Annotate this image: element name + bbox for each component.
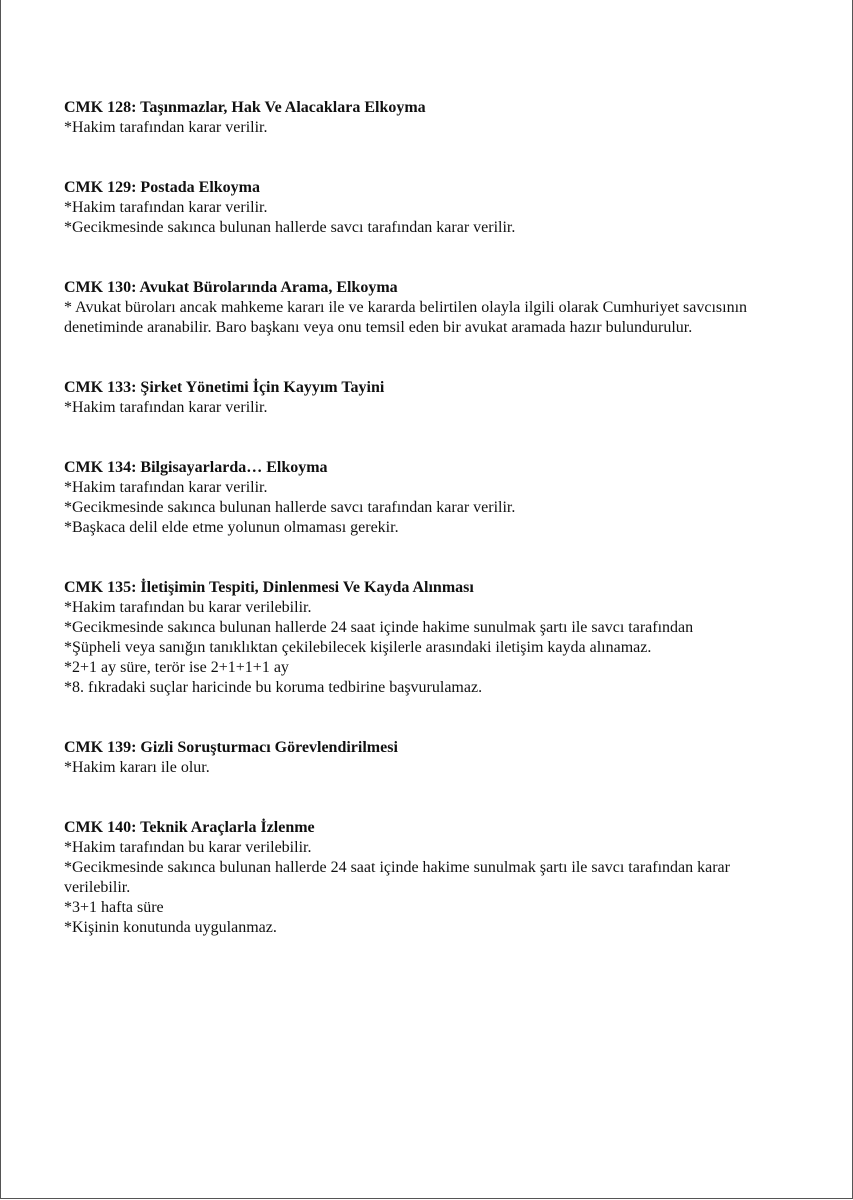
section-title: CMK 128: Taşınmazlar, Hak Ve Alacaklara Elkoyma (64, 99, 426, 116)
document-content (64, 98, 784, 978)
section-line: *8. fıkradaki suçlar haricinde bu koruma tedbirine başvurulamaz. (64, 679, 483, 696)
section-line: * Avukat büroları ancak mahkeme kararı ile ve kararda belirtilen olayla ilgili olarak Cumhuriyet savcısının denetiminde aranabilir. Baro başkanı veya onu temsil eden bir avukat aramada hazır bulundurulur. (64, 299, 748, 336)
section-cmk-133 (64, 378, 784, 418)
section-line: *2+1 ay süre, terör ise 2+1+1+1 ay (64, 659, 289, 676)
section-line: *Hakim tarafından bu karar verilebilir. (64, 599, 312, 616)
section-title: CMK 140: Teknik Araçlarla İzlenme (64, 819, 315, 836)
section-cmk-130 (64, 278, 784, 338)
section-line: *Hakim tarafından karar verilir. (64, 479, 268, 496)
section-line: *Hakim tarafından karar verilir. (64, 399, 268, 416)
section-title: CMK 129: Postada Elkoyma (64, 179, 260, 196)
section-line: *Hakim tarafından karar verilir. (64, 119, 268, 136)
section-cmk-134 (64, 458, 784, 538)
section-cmk-129 (64, 178, 784, 238)
section-cmk-140 (64, 818, 784, 938)
section-line: *Başkaca delil elde etme yolunun olmaması gerekir. (64, 519, 399, 536)
section-title: CMK 133: Şirket Yönetimi İçin Kayyım Tayini (64, 379, 385, 396)
section-line: *Şüpheli veya sanığın tanıklıktan çekilebilecek kişilerle arasındaki iletişim kayda alınamaz. (64, 639, 652, 656)
section-cmk-139 (64, 738, 784, 778)
section-line: *Hakim tarafından karar verilir. (64, 199, 268, 216)
section-line: *Hakim tarafından bu karar verilebilir. (64, 839, 312, 856)
section-title: CMK 134: Bilgisayarlarda… Elkoyma (64, 459, 328, 476)
section-line: *Kişinin konutunda uygulanmaz. (64, 919, 277, 936)
section-line: *Gecikmesinde sakınca bulunan hallerde 24 saat içinde hakime sunulmak şartı ile savcı tarafından karar verilebilir. (64, 859, 730, 896)
section-title: CMK 130: Avukat Bürolarında Arama, Elkoyma (64, 279, 398, 296)
section-title: CMK 135: İletişimin Tespiti, Dinlenmesi Ve Kayda Alınması (64, 579, 474, 596)
section-line: *3+1 hafta süre (64, 899, 164, 916)
section-line: *Hakim kararı ile olur. (64, 759, 210, 776)
section-line: *Gecikmesinde sakınca bulunan hallerde savcı tarafından karar verilir. (64, 499, 516, 516)
section-line: *Gecikmesinde sakınca bulunan hallerde 24 saat içinde hakime sunulmak şartı ile savcı tarafından (64, 619, 694, 636)
section-title: CMK 139: Gizli Soruşturmacı Görevlendirilmesi (64, 739, 398, 756)
section-line: *Gecikmesinde sakınca bulunan hallerde savcı tarafından karar verilir. (64, 219, 516, 236)
section-cmk-135 (64, 578, 784, 698)
section-cmk-128 (64, 98, 784, 138)
